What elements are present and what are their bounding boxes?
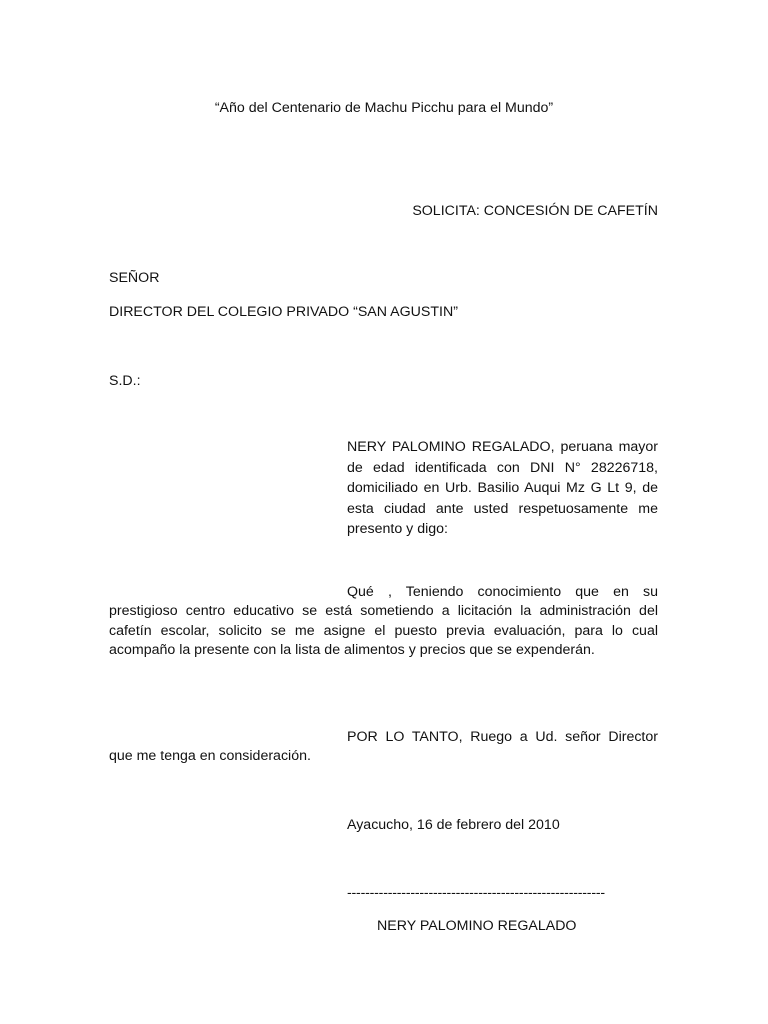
subject-line: SOLICITA: CONCESIÓN DE CAFETÍN [412, 203, 658, 219]
place-and-date: Ayacucho, 16 de febrero del 2010 [347, 817, 560, 833]
year-motto-heading: “Año del Centenario de Machu Picchu para el Mundo” [214, 100, 554, 116]
closing-paragraph: POR LO TANTO, Ruego a Ud. señor Director que me tenga en consideración. [109, 729, 658, 765]
salutation: SEÑOR [109, 270, 160, 286]
sd-abbreviation: S.D.: [109, 373, 141, 389]
signer-name: NERY PALOMINO REGALADO [377, 918, 577, 934]
request-paragraph: Qué , Teniendo conocimiento que en su prestigioso centro educativo se está sometiendo a licitación la administración del cafetín escolar, solicito se me asigne el puesto previa evaluación, para lo cual acompaño la presente con la lista de alimentos y precios que se expenderán. [109, 584, 658, 658]
signature-line: --------------------------------------------------------- [347, 885, 605, 901]
petitioner-intro: NERY PALOMINO REGALADO, peruana mayor de edad identificada con DNI N° 28226718, domiciliado en Urb. Basilio Auqui Mz G Lt 9, de esta ciudad ante usted respetuosamente me presento y digo: [347, 439, 658, 538]
addressee: DIRECTOR DEL COLEGIO PRIVADO “SAN AGUSTIN” [109, 304, 458, 320]
